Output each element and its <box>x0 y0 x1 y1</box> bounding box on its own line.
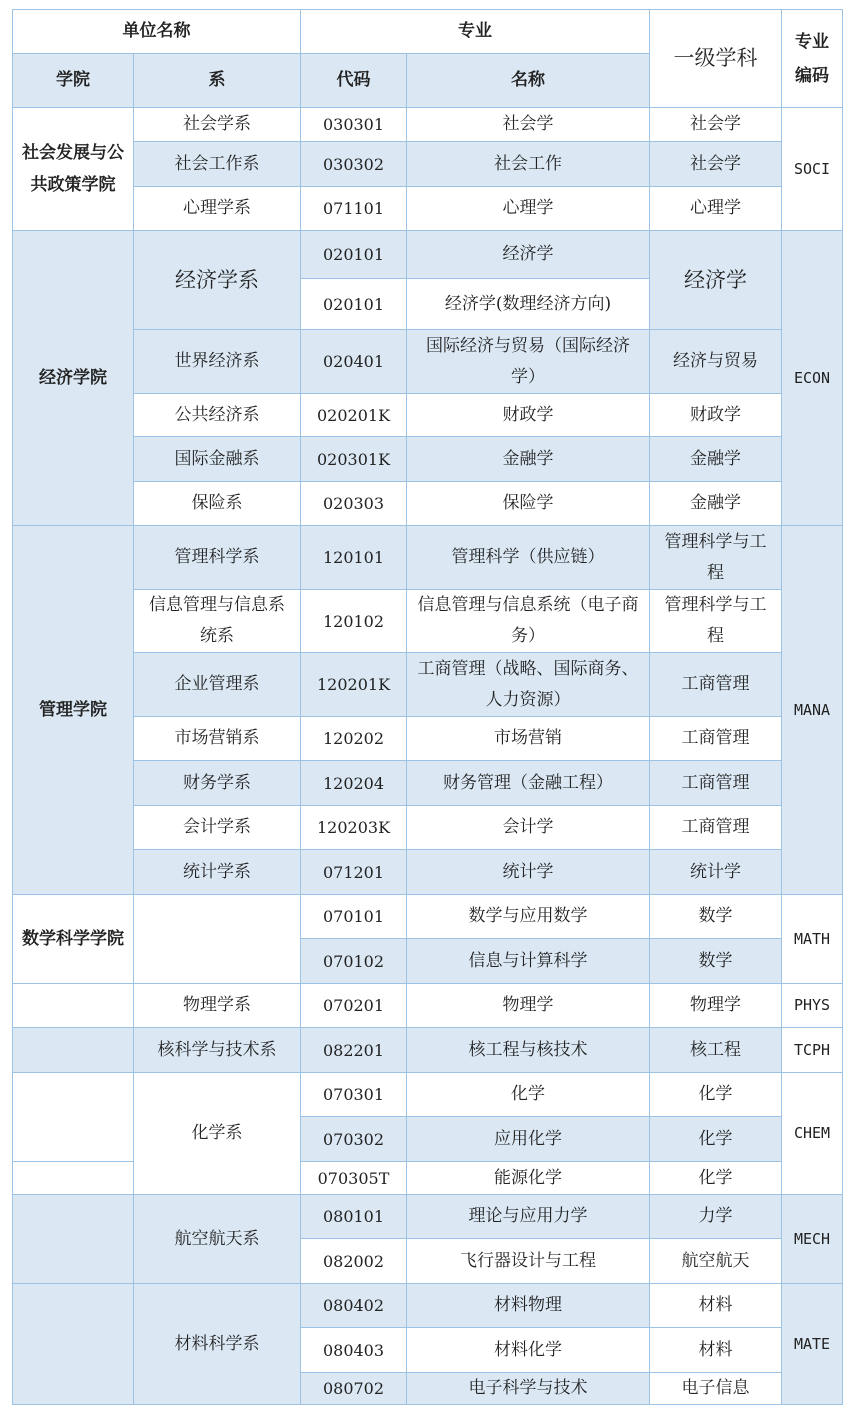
code-cell: 030302 <box>301 142 407 187</box>
header-unit: 单位名称 <box>13 10 301 54</box>
table-row <box>13 717 843 761</box>
name-cell: 物理学 <box>407 984 650 1028</box>
discipline-cell: 数学 <box>650 895 782 939</box>
name-cell: 统计学 <box>407 850 650 895</box>
dept-cell: 会计学系 <box>134 806 301 850</box>
table-row <box>13 482 843 526</box>
table-row <box>13 187 843 231</box>
header-college: 学院 <box>13 54 134 108</box>
discipline-cell: 化学 <box>650 1117 782 1162</box>
table-row <box>13 231 843 279</box>
discipline-cell: 社会学 <box>650 142 782 187</box>
major-code-table <box>12 9 843 1405</box>
code-cell: 120203K <box>301 806 407 850</box>
major-code-cell: MECH <box>782 1195 843 1284</box>
table-row <box>13 1195 843 1239</box>
code-cell: 030301 <box>301 108 407 142</box>
table-row <box>13 330 843 394</box>
major-code-cell: CHEM <box>782 1073 843 1195</box>
discipline-cell: 社会学 <box>650 108 782 142</box>
discipline-cell: 数学 <box>650 939 782 984</box>
college-cell: 数学科学学院 <box>13 895 134 984</box>
code-cell: 070102 <box>301 939 407 984</box>
code-cell: 082002 <box>301 1239 407 1284</box>
name-cell: 材料物理 <box>407 1284 650 1328</box>
major-code-cell: MATE <box>782 1284 843 1405</box>
name-cell: 理论与应用力学 <box>407 1195 650 1239</box>
name-cell: 管理科学（供应链） <box>407 526 650 590</box>
code-cell: 080101 <box>301 1195 407 1239</box>
name-cell: 会计学 <box>407 806 650 850</box>
code-cell: 080402 <box>301 1284 407 1328</box>
discipline-cell: 材料 <box>650 1328 782 1373</box>
college-cell <box>13 984 134 1028</box>
header-dept: 系 <box>134 54 301 108</box>
discipline-cell: 化学 <box>650 1073 782 1117</box>
code-cell: 020401 <box>301 330 407 394</box>
table-row <box>13 437 843 482</box>
table-row <box>13 142 843 187</box>
name-cell: 信息管理与信息系统（电子商务） <box>407 590 650 653</box>
header-major: 专业 <box>301 10 650 54</box>
major-code-cell: MANA <box>782 526 843 895</box>
discipline-cell: 核工程 <box>650 1028 782 1073</box>
table-row <box>13 806 843 850</box>
discipline-cell: 工商管理 <box>650 653 782 717</box>
dept-cell: 世界经济系 <box>134 330 301 394</box>
code-cell: 020303 <box>301 482 407 526</box>
college-cell <box>13 1284 134 1405</box>
name-cell: 社会工作 <box>407 142 650 187</box>
name-cell: 社会学 <box>407 108 650 142</box>
major-code-cell: TCPH <box>782 1028 843 1073</box>
code-cell: 120201K <box>301 653 407 717</box>
code-cell: 070201 <box>301 984 407 1028</box>
name-cell: 国际经济与贸易（国际经济学） <box>407 330 650 394</box>
code-cell: 020101 <box>301 231 407 279</box>
name-cell: 数学与应用数学 <box>407 895 650 939</box>
dept-cell: 经济学系 <box>134 231 301 330</box>
name-cell: 工商管理（战略、国际商务、人力资源） <box>407 653 650 717</box>
dept-cell: 保险系 <box>134 482 301 526</box>
dept-cell: 化学系 <box>134 1073 301 1195</box>
dept-cell: 公共经济系 <box>134 394 301 437</box>
name-cell: 材料化学 <box>407 1328 650 1373</box>
dept-cell <box>134 895 301 984</box>
discipline-cell: 管理科学与工程 <box>650 526 782 590</box>
name-cell: 保险学 <box>407 482 650 526</box>
name-cell: 信息与计算科学 <box>407 939 650 984</box>
code-cell: 070301 <box>301 1073 407 1117</box>
table-row <box>13 1028 843 1073</box>
code-cell: 070305T <box>301 1162 407 1195</box>
discipline-cell: 化学 <box>650 1162 782 1195</box>
discipline-cell: 电子信息 <box>650 1373 782 1405</box>
name-cell: 心理学 <box>407 187 650 231</box>
name-cell: 应用化学 <box>407 1117 650 1162</box>
code-cell: 082201 <box>301 1028 407 1073</box>
header-discipline: 一级学科 <box>650 10 782 108</box>
dept-cell: 航空航天系 <box>134 1195 301 1284</box>
table-row <box>13 590 843 653</box>
dept-cell: 社会学系 <box>134 108 301 142</box>
discipline-cell: 经济学 <box>650 231 782 330</box>
table-row <box>13 895 843 939</box>
code-cell: 120102 <box>301 590 407 653</box>
discipline-cell: 金融学 <box>650 437 782 482</box>
table-row <box>13 526 843 590</box>
code-cell: 070302 <box>301 1117 407 1162</box>
dept-cell: 心理学系 <box>134 187 301 231</box>
dept-cell: 国际金融系 <box>134 437 301 482</box>
name-cell: 经济学 <box>407 231 650 279</box>
major-code-cell: SOCI <box>782 108 843 231</box>
college-cell: 经济学院 <box>13 231 134 526</box>
name-cell: 金融学 <box>407 437 650 482</box>
table-row <box>13 1073 843 1117</box>
name-cell: 经济学(数理经济方向) <box>407 279 650 330</box>
discipline-cell: 力学 <box>650 1195 782 1239</box>
table-row <box>13 850 843 895</box>
header-name: 名称 <box>407 54 650 108</box>
code-cell: 020201K <box>301 394 407 437</box>
college-cell: 管理学院 <box>13 526 134 895</box>
major-code-cell: MATH <box>782 895 843 984</box>
code-cell: 120101 <box>301 526 407 590</box>
discipline-cell: 工商管理 <box>650 761 782 806</box>
code-cell: 071101 <box>301 187 407 231</box>
dept-cell: 社会工作系 <box>134 142 301 187</box>
code-cell: 071201 <box>301 850 407 895</box>
discipline-cell: 管理科学与工程 <box>650 590 782 653</box>
dept-cell: 物理学系 <box>134 984 301 1028</box>
header-code: 代码 <box>301 54 407 108</box>
dept-cell: 市场营销系 <box>134 717 301 761</box>
college-cell <box>13 1073 134 1162</box>
name-cell: 财务管理（金融工程） <box>407 761 650 806</box>
college-cell <box>13 1162 134 1195</box>
dept-cell: 管理科学系 <box>134 526 301 590</box>
major-code-cell: ECON <box>782 231 843 526</box>
table-row <box>13 108 843 142</box>
college-cell <box>13 1028 134 1073</box>
table-row <box>13 1284 843 1328</box>
dept-cell: 统计学系 <box>134 850 301 895</box>
dept-cell: 企业管理系 <box>134 653 301 717</box>
code-cell: 120202 <box>301 717 407 761</box>
code-cell: 080403 <box>301 1328 407 1373</box>
discipline-cell: 材料 <box>650 1284 782 1328</box>
major-code-cell: PHYS <box>782 984 843 1028</box>
discipline-cell: 心理学 <box>650 187 782 231</box>
table-row <box>13 984 843 1028</box>
name-cell: 能源化学 <box>407 1162 650 1195</box>
table-row <box>13 761 843 806</box>
name-cell: 化学 <box>407 1073 650 1117</box>
discipline-cell: 物理学 <box>650 984 782 1028</box>
discipline-cell: 金融学 <box>650 482 782 526</box>
table-row <box>13 653 843 717</box>
code-cell: 020301K <box>301 437 407 482</box>
dept-cell: 信息管理与信息系统系 <box>134 590 301 653</box>
table-row <box>13 394 843 437</box>
discipline-cell: 财政学 <box>650 394 782 437</box>
code-cell: 070101 <box>301 895 407 939</box>
dept-cell: 材料科学系 <box>134 1284 301 1405</box>
discipline-cell: 经济与贸易 <box>650 330 782 394</box>
code-cell: 020101 <box>301 279 407 330</box>
major-code-table-container <box>12 9 842 1405</box>
header-major-code: 专业编码 <box>782 10 843 108</box>
discipline-cell: 航空航天 <box>650 1239 782 1284</box>
code-cell: 120204 <box>301 761 407 806</box>
name-cell: 飞行器设计与工程 <box>407 1239 650 1284</box>
college-cell <box>13 1195 134 1284</box>
name-cell: 市场营销 <box>407 717 650 761</box>
discipline-cell: 统计学 <box>650 850 782 895</box>
discipline-cell: 工商管理 <box>650 806 782 850</box>
code-cell: 080702 <box>301 1373 407 1405</box>
discipline-cell: 工商管理 <box>650 717 782 761</box>
name-cell: 财政学 <box>407 394 650 437</box>
college-cell: 社会发展与公共政策学院 <box>13 108 134 231</box>
dept-cell: 财务学系 <box>134 761 301 806</box>
name-cell: 电子科学与技术 <box>407 1373 650 1405</box>
dept-cell: 核科学与技术系 <box>134 1028 301 1073</box>
name-cell: 核工程与核技术 <box>407 1028 650 1073</box>
